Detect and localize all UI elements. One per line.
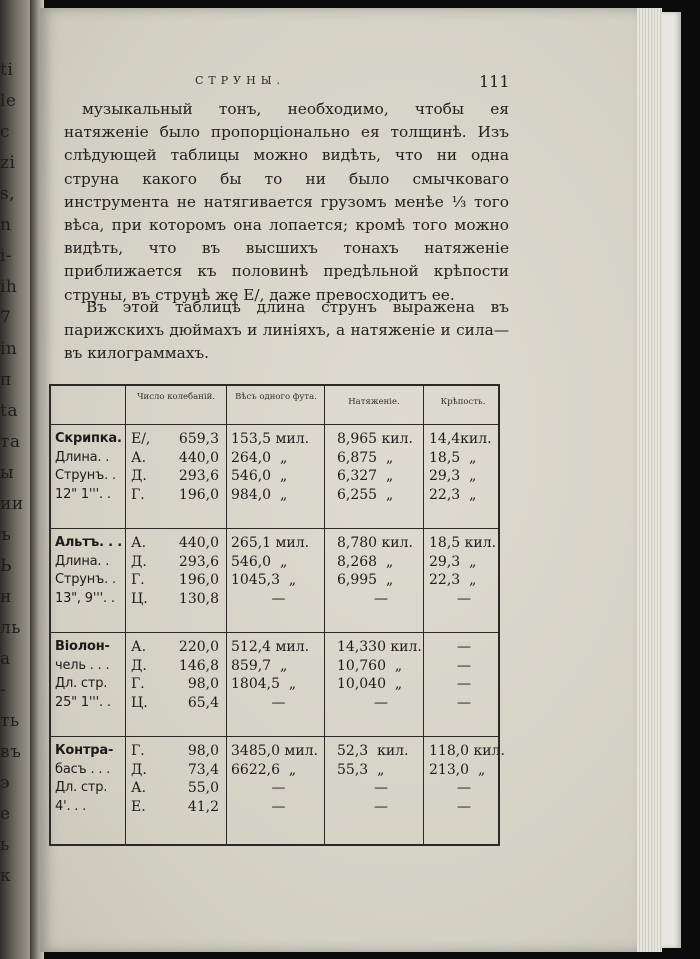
facing-page-text-fragment: 7: [0, 308, 12, 328]
paragraph-2: Въ этой таблицѣ длина струнъ выражена въ парижскихъ дюймахъ и линіяхъ, а натяженіе и сила—въ килограммахъ.: [64, 298, 509, 363]
frequency-value: 146,8: [178, 657, 219, 674]
frequency-value: 196,0: [178, 572, 219, 588]
frequency-value: 293,6: [178, 553, 219, 570]
strength-value: 22,3 „: [429, 486, 477, 503]
weight-value: 859,7 „: [231, 657, 288, 674]
strength-value: 29,3 „: [429, 553, 477, 570]
facing-page-text-fragment: ь: [0, 835, 10, 855]
weight-value: 153,5 мил.: [231, 431, 310, 447]
facing-page-text-fragment: ы: [0, 463, 15, 483]
facing-page-text-fragment: le: [0, 91, 17, 111]
strength-value: —: [457, 676, 471, 692]
tension-value: 8,965 кил.: [337, 431, 413, 447]
tension-value: 6,995 „: [337, 572, 394, 588]
strength-value: —: [457, 639, 471, 655]
strength-value: 18,5 кил.: [429, 535, 497, 551]
page-number: 111: [479, 72, 510, 91]
string-name: Г.: [131, 486, 145, 503]
string-name: Е/,: [131, 431, 151, 447]
frequency-value: 659,3: [178, 431, 219, 447]
tension-value: —: [374, 694, 388, 711]
instrument-label-line: 12" 1'''. .: [55, 486, 111, 502]
header-rule: [51, 424, 498, 425]
strength-value: 14,4кил.: [429, 431, 492, 447]
instrument-label-line: Дл. стр.: [55, 676, 108, 691]
strength-value: 213,0 „: [429, 761, 486, 778]
frequency-value: 73,4: [187, 761, 219, 778]
string-name: А.: [131, 449, 147, 466]
frequency-value: 440,0: [178, 449, 219, 466]
string-name: Д.: [131, 761, 147, 778]
weight-value: 3485,0 мил.: [231, 743, 319, 759]
facing-page-text-fragment: ta: [0, 401, 18, 421]
tension-value: —: [374, 798, 388, 815]
weight-value: —: [271, 780, 286, 796]
facing-page-text-fragment: Ь: [0, 556, 12, 576]
column-rule: [125, 386, 126, 844]
string-name: Ц.: [131, 590, 148, 607]
instrument-label-line: Струнъ. .: [55, 572, 116, 587]
tension-value: 14,330 кил.: [337, 639, 422, 655]
weight-value: 546,0 „: [231, 468, 288, 484]
frequency-value: 196,0: [178, 486, 219, 503]
strength-value: —: [457, 590, 471, 607]
string-name: Г.: [131, 743, 145, 759]
group-rule: [51, 736, 498, 737]
weight-value: —: [271, 590, 286, 607]
strength-value: —: [457, 657, 471, 674]
weight-value: 1804,5 „: [231, 676, 297, 692]
tension-value: —: [374, 780, 388, 796]
weight-value: 6622,6 „: [231, 761, 297, 778]
string-name: Г.: [131, 572, 145, 588]
facing-page-edge: [0, 0, 34, 959]
facing-page-text-fragment: п: [0, 370, 12, 390]
group-rule: [51, 632, 498, 633]
strength-value: 22,3 „: [429, 572, 477, 588]
weight-value: —: [271, 694, 286, 711]
weight-value: 265,1 мил.: [231, 535, 310, 551]
string-name: Д.: [131, 468, 147, 484]
facing-page-text-fragment: s,: [0, 184, 16, 204]
running-head: СТРУНЫ.: [195, 74, 286, 87]
facing-page-text-fragment: н: [0, 587, 12, 607]
instrument-label-line: Альтъ. . .: [55, 535, 122, 550]
header-strength: Крѣпость.: [440, 397, 486, 407]
book-cover-edge: [661, 12, 681, 948]
facing-page-text-fragment: въ: [0, 742, 22, 762]
facing-page-text-fragment: i-: [0, 246, 13, 266]
tension-value: 6,255 „: [337, 486, 394, 503]
frequency-value: 220,0: [178, 639, 219, 655]
weight-value: 512,4 мил.: [231, 639, 310, 655]
facing-page-text-fragment: ии: [0, 494, 24, 514]
facing-page-text-fragment: -: [0, 680, 7, 700]
instrument-label-line: басъ . . .: [55, 761, 111, 777]
tension-value: —: [374, 590, 388, 607]
facing-page-text-fragment: а: [0, 649, 11, 669]
strength-value: —: [457, 780, 471, 796]
instrument-label-line: Длина. .: [55, 553, 110, 569]
instrument-label-line: Контра-: [55, 743, 114, 758]
facing-page-text-fragment: е: [0, 804, 11, 824]
string-name: Д.: [131, 657, 147, 674]
tension-value: 55,3 „: [337, 761, 385, 778]
frequency-value: 98,0: [187, 743, 219, 759]
weight-value: 984,0 „: [231, 486, 288, 503]
facing-page-text-fragment: ti: [0, 60, 14, 80]
string-name: Д.: [131, 553, 147, 570]
frequency-value: 98,0: [187, 676, 219, 692]
strength-value: 18,5 „: [429, 449, 477, 466]
strength-value: 29,3 „: [429, 468, 477, 484]
facing-page-text-fragment: c: [0, 122, 11, 142]
instrument-label-line: Длина. .: [55, 449, 110, 465]
paragraph-1: музыкальный тонъ, необходимо, чтобы ея натяженіе было пропорціонально ея толщинѣ. Изъ слѣдующей таблицы можно видѣть, что ни одна струна какого бы то ни было смычковаго инструмента не натягивается грузомъ менѣе ⅓ того вѣса, при которомъ она лопается; кромѣ того можно видѣть, что въ высшихъ тонахъ натяженіе приближается къ половинѣ предѣльной крѣпости струны, въ струнѣ же Е/, даже превосходитъ ее.: [64, 100, 509, 304]
instrument-label-line: 13", 9'''. .: [55, 590, 115, 606]
facing-page-text-fragment: ль: [0, 618, 22, 638]
strength-value: 118,0 кил.: [429, 743, 505, 759]
frequency-value: 55,0: [187, 780, 219, 796]
page-stack-edge: [637, 8, 662, 952]
facing-page-text-fragment: ть: [0, 711, 20, 731]
tension-value: 10,040 „: [337, 676, 403, 692]
string-name: А.: [131, 780, 147, 796]
facing-page-text-fragment: zi: [0, 153, 16, 173]
tension-value: 6,875 „: [337, 449, 394, 466]
frequency-value: 130,8: [178, 590, 219, 607]
frequency-value: 65,4: [187, 694, 219, 711]
instrument-label-line: 4'. . .: [55, 798, 87, 814]
tension-value: 8,268 „: [337, 553, 394, 570]
facing-page-text-fragment: э: [0, 773, 11, 793]
facing-page-text-fragment: ъ: [0, 525, 12, 545]
string-name: Г.: [131, 676, 145, 692]
tension-value: 52,3 кил.: [337, 743, 409, 759]
instrument-label-line: чель . . .: [55, 657, 110, 673]
strength-value: —: [457, 798, 471, 815]
instrument-label-line: Віолон-: [55, 639, 110, 654]
header-weight: Вѣсъ одного фута.: [235, 392, 317, 402]
frequency-value: 293,6: [178, 468, 219, 484]
string-name: Ц.: [131, 694, 148, 711]
column-rule: [226, 386, 227, 844]
instrument-label-line: 25" 1'''. .: [55, 694, 111, 710]
string-name: А.: [131, 639, 147, 655]
strength-value: —: [457, 694, 471, 711]
instrument-label-line: Скрипка.: [55, 431, 122, 446]
string-tension-table: [49, 384, 505, 846]
group-rule: [51, 528, 498, 529]
instrument-label-line: Дл. стр.: [55, 780, 108, 795]
weight-value: 546,0 „: [231, 553, 288, 570]
frequency-value: 440,0: [178, 535, 219, 551]
facing-page-text-fragment: in: [0, 339, 18, 359]
header-frequency: Число колебаній.: [136, 392, 215, 402]
weight-value: 1045,3 „: [231, 572, 297, 588]
tension-value: 6,327 „: [337, 468, 394, 484]
facing-page-text-fragment: к: [0, 866, 12, 886]
weight-value: 264,0 „: [231, 449, 288, 466]
string-name: Е.: [131, 798, 146, 815]
tension-value: 8,780 кил.: [337, 535, 413, 551]
string-name: А.: [131, 535, 147, 551]
instrument-label-line: Струнъ. .: [55, 468, 116, 483]
facing-page-text-fragment: ih: [0, 277, 18, 297]
frequency-value: 41,2: [187, 798, 219, 815]
tension-value: 10,760 „: [337, 657, 403, 674]
facing-page-text-fragment: n: [0, 215, 12, 235]
weight-value: —: [271, 798, 286, 815]
facing-page-text-fragment: та: [0, 432, 21, 452]
header-tension: Натяженіе.: [348, 397, 400, 407]
